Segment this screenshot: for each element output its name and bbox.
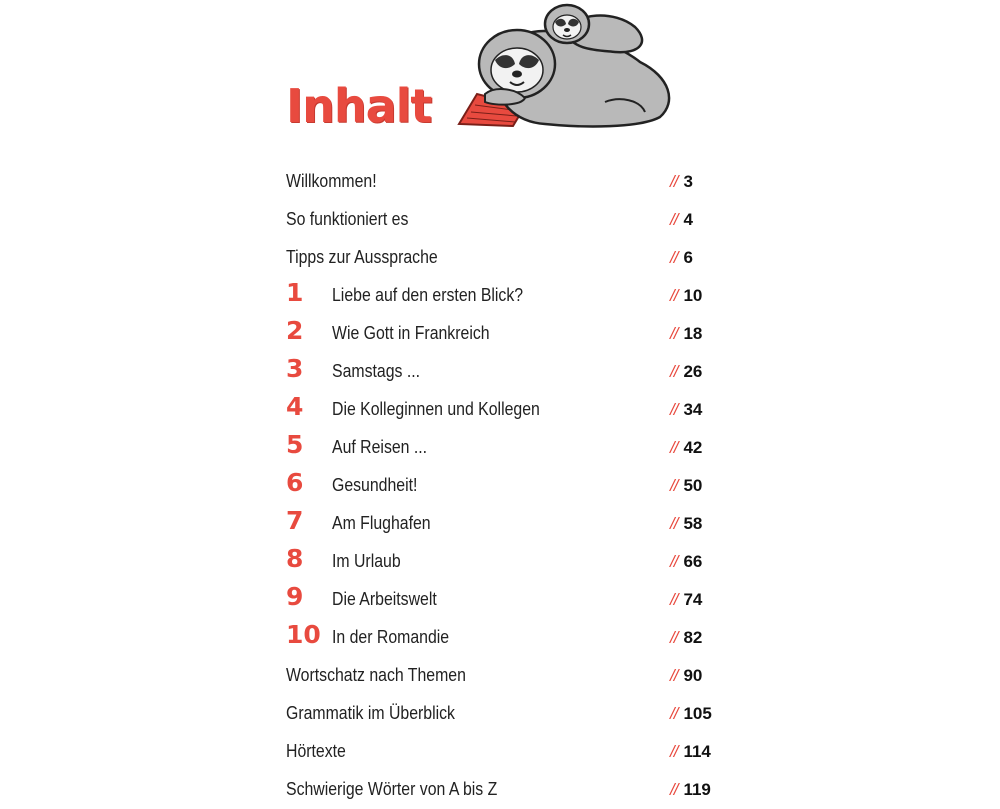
toc-chapter-entry — [286, 618, 726, 656]
page-number: 66 — [683, 552, 703, 571]
page-number: 3 — [683, 172, 693, 191]
toc-entry — [286, 694, 726, 732]
toc-entry — [286, 770, 726, 808]
toc-chapter-entry — [286, 504, 726, 542]
entry-label: Wie Gott in Frankreich — [332, 323, 490, 343]
entry-label: Schwierige Wörter von A bis Z — [286, 779, 498, 799]
chapter-number: 8 — [286, 544, 304, 573]
page-reference — [670, 732, 711, 771]
page-reference — [670, 352, 702, 391]
page-number: 10 — [683, 286, 703, 305]
page-reference — [670, 542, 702, 581]
toc-chapter-entry — [286, 276, 726, 314]
entry-label: Tipps zur Aussprache — [286, 247, 438, 267]
separator-slashes: // — [670, 590, 678, 609]
sloth-illustration — [455, 2, 680, 130]
separator-slashes: // — [670, 210, 678, 229]
page-reference — [670, 694, 712, 733]
page-reference — [670, 504, 702, 543]
separator-slashes: // — [670, 704, 678, 723]
separator-slashes: // — [670, 476, 678, 495]
toc-entry — [286, 200, 726, 238]
toc-chapter-entry — [286, 390, 726, 428]
toc-chapter-entry — [286, 352, 726, 390]
page-reference — [670, 276, 702, 315]
separator-slashes: // — [670, 780, 678, 799]
entry-label: In der Romandie — [332, 627, 450, 647]
page-number: 82 — [683, 628, 703, 647]
separator-slashes: // — [670, 438, 678, 457]
separator-slashes: // — [670, 362, 678, 381]
page-reference — [670, 162, 693, 201]
page-number: 50 — [683, 476, 703, 495]
toc-entry — [286, 656, 726, 694]
entry-label: Auf Reisen ... — [332, 437, 428, 457]
page-number: 42 — [683, 438, 703, 457]
page-reference — [670, 314, 702, 353]
page-number: 34 — [683, 400, 703, 419]
page-number: 58 — [683, 514, 703, 533]
page-number: 74 — [683, 590, 703, 609]
chapter-number: 5 — [286, 430, 304, 459]
chapter-number: 6 — [286, 468, 304, 497]
page-reference — [670, 466, 702, 505]
toc-chapter-entry — [286, 314, 726, 352]
entry-label: Gesundheit! — [332, 475, 418, 495]
page-number: 105 — [683, 704, 712, 723]
toc-entry — [286, 732, 726, 770]
page-number: 90 — [683, 666, 703, 685]
separator-slashes: // — [670, 400, 678, 419]
separator-slashes: // — [670, 628, 678, 647]
page-number: 4 — [683, 210, 693, 229]
chapter-number: 10 — [286, 620, 321, 649]
page-title: Inhalt — [286, 79, 432, 133]
entry-label: Am Flughafen — [332, 513, 431, 533]
entry-label: So funktioniert es — [286, 209, 409, 229]
page-reference — [670, 390, 702, 429]
toc-chapter-entry — [286, 580, 726, 618]
entry-label: Liebe auf den ersten Blick? — [332, 285, 524, 305]
page-number: 18 — [683, 324, 703, 343]
separator-slashes: // — [670, 286, 678, 305]
page-number: 114 — [683, 742, 711, 761]
toc-chapter-entry — [286, 428, 726, 466]
page-reference — [670, 580, 702, 619]
entry-label: Im Urlaub — [332, 551, 401, 571]
separator-slashes: // — [670, 172, 678, 191]
separator-slashes: // — [670, 324, 678, 343]
entry-label: Die Arbeitswelt — [332, 589, 437, 609]
entry-label: Grammatik im Überblick — [286, 703, 455, 723]
separator-slashes: // — [670, 248, 678, 267]
toc-chapter-entry — [286, 466, 726, 504]
separator-slashes: // — [670, 552, 678, 571]
chapter-number: 4 — [286, 392, 304, 421]
page-reference — [670, 200, 693, 239]
table-of-contents — [286, 162, 726, 808]
page-number: 26 — [683, 362, 703, 381]
chapter-number: 1 — [286, 278, 304, 307]
chapter-number: 7 — [286, 506, 304, 535]
entry-label: Die Kolleginnen und Kollegen — [332, 399, 540, 419]
entry-label: Wortschatz nach Themen — [286, 665, 466, 685]
separator-slashes: // — [670, 666, 678, 685]
page-reference — [670, 428, 702, 467]
chapter-number: 2 — [286, 316, 304, 345]
page-reference — [670, 618, 702, 657]
page-reference — [670, 656, 702, 695]
page-reference — [670, 770, 711, 809]
separator-slashes: // — [670, 742, 678, 761]
separator-slashes: // — [670, 514, 678, 533]
toc-chapter-entry — [286, 542, 726, 580]
entry-label: Willkommen! — [286, 171, 377, 191]
toc-entry — [286, 238, 726, 276]
entry-label: Samstags ... — [332, 361, 421, 381]
toc-entry — [286, 162, 726, 200]
page-number: 119 — [683, 780, 711, 799]
page-number: 6 — [683, 248, 693, 267]
chapter-number: 9 — [286, 582, 304, 611]
entry-label: Hörtexte — [286, 741, 346, 761]
chapter-number: 3 — [286, 354, 304, 383]
page-reference — [670, 238, 693, 277]
